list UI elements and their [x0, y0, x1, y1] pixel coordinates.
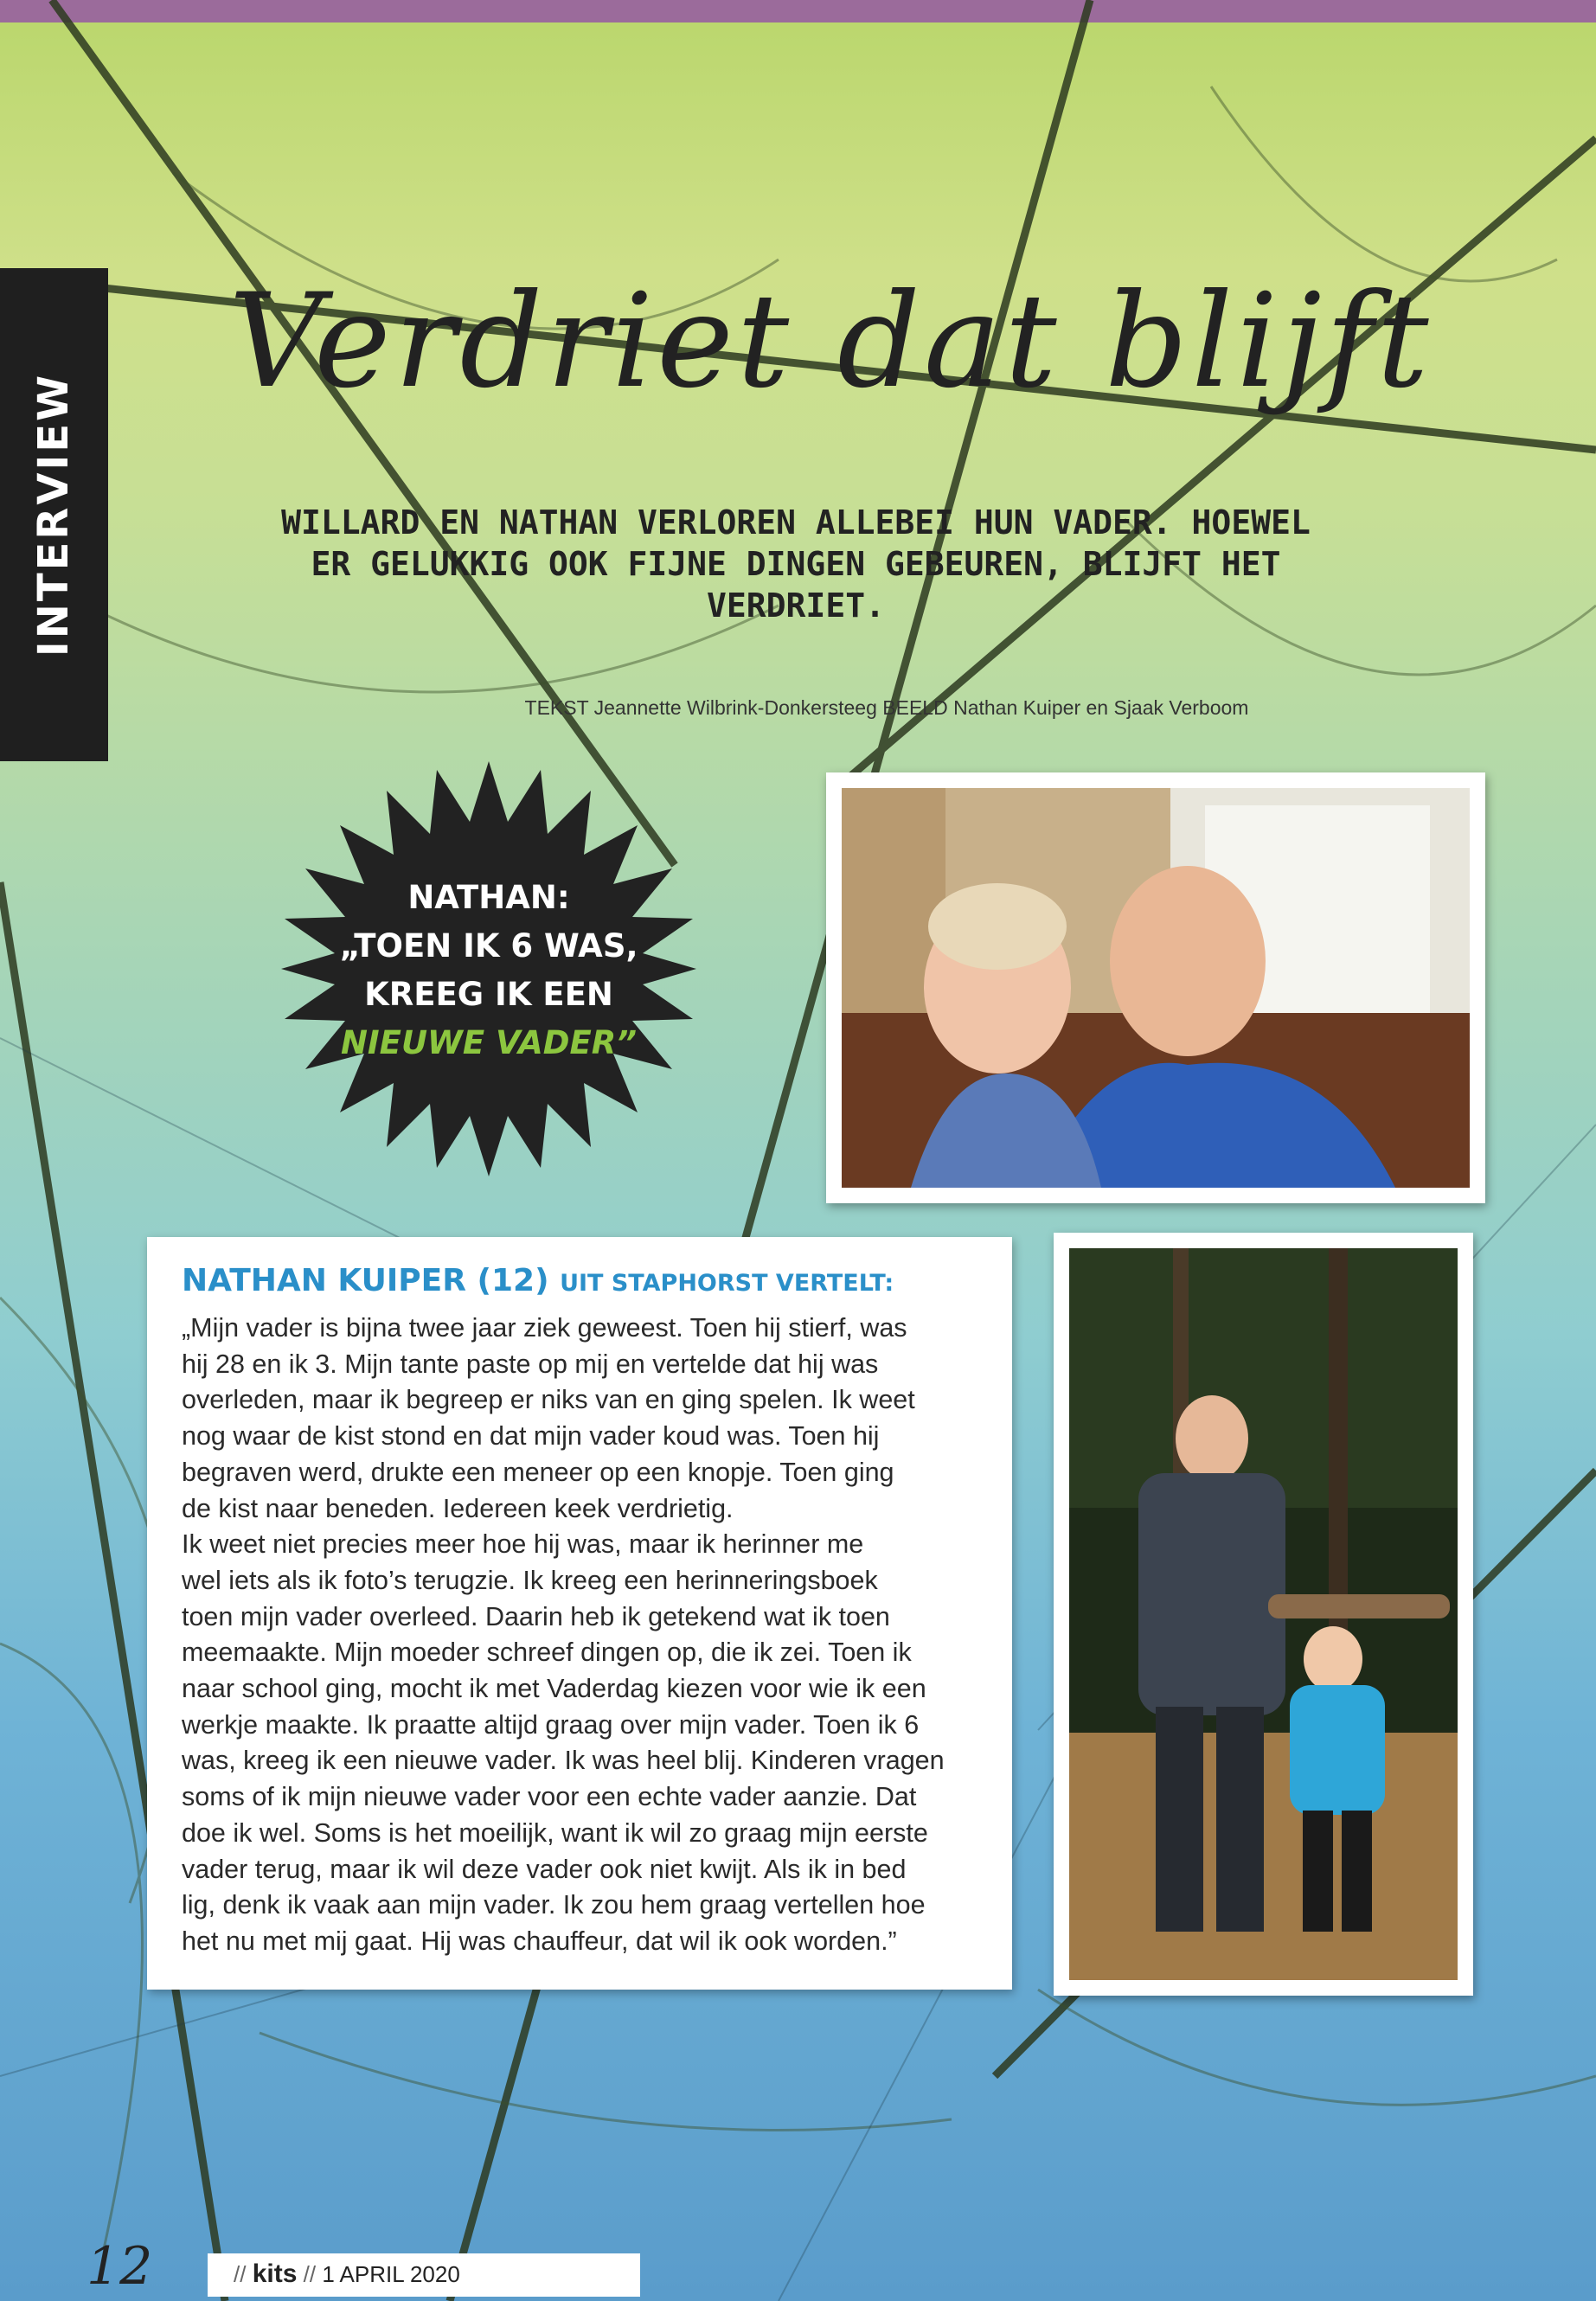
article-heading-name: NATHAN KUIPER (12) [182, 1263, 549, 1298]
photo-man-and-child-outdoors-image [1069, 1248, 1458, 1980]
article-subtitle: WILLARD EN NATHAN VERLOREN ALLEBEI HUN VADER. HOEWEL ER GELUKKIG OOK FIJNE DINGEN GEBEUREN, BLIJFT HET VERDRIET. [281, 503, 1311, 625]
pull-quote [281, 874, 696, 1067]
article-credits: TEKST Jeannette Wilbrink-Donkersteeg BEELD Nathan Kuiper en Sjaak Verboom [524, 696, 1249, 719]
page-number: 12 [87, 2236, 153, 2297]
section-tab [0, 268, 108, 761]
article-textbox [147, 1237, 1012, 1990]
footer-slashes-2: // [303, 2261, 317, 2287]
photo-father-and-toddler-image [842, 788, 1470, 1188]
photo-father-and-toddler [826, 772, 1485, 1203]
pull-quote-line-3: KREEG IK EEN [364, 976, 613, 1013]
footer-brand: kits [252, 2259, 298, 2288]
article-heading [182, 1263, 995, 1298]
footer-date: 1 APRIL 2020 [322, 2261, 460, 2287]
footer-slashes-1: // [234, 2261, 247, 2287]
photo-man-and-child-outdoors [1054, 1233, 1473, 1996]
article-body: „Mijn vader is bijna twee jaar ziek geweest. Toen hij stierf, was hij 28 en ik 3. Mijn tante paste op mij en vertelde dat hij was overleden, maar ik begreep er niks van en ging spelen. Ik weet nog waar de kist stond en dat mijn vader koud was. Toen hij begraven werd, drukte een meneer op een knopje. Toen ging de kist naar beneden. Iedereen keek verdrietig. Ik weet niet precies meer hoe hij was, maar ik herinner me wel iets als ik foto’s terugzie. Ik kreeg een herinneringsboek toen mijn vader overleed. Daarin heb ik getekend wat ik toen meemaakte. Mijn moeder schreef dingen op, die ik zei. Toen ik naar school ging, mocht ik met Vaderdag kiezen voor wie ik een werkje maakte. Ik praatte altijd graag over mijn vader. Toen ik 6 was, kreeg ik een nieuwe vader. Ik was heel blij. Kinderen vragen soms of ik mijn nieuwe vader voor een echte vader aanzie. Dat doe ik wel. Soms is het moeilijk, want ik wil zo graag mijn eerste vader terug, maar ik wil deze vader ook niet kwijt. Als ik in bed lig, denk ik vaak aan mijn vader. Ik zou hem graag vertellen hoe het nu met mij gaat. Hij was chauffeur, dat wil ik ook worden.” [182, 1313, 945, 1956]
section-tab-label: INTERVIEW [29, 372, 78, 657]
pull-quote-line-1: NATHAN: [407, 879, 570, 916]
pull-quote-line-4: NIEUWE VADER” [340, 1024, 638, 1061]
footer-masthead [234, 2259, 460, 2289]
pull-quote-line-2: „TOEN IK 6 WAS, [339, 927, 638, 965]
article-title: Verdriet dat blijft [228, 266, 1433, 417]
article-heading-location: UIT STAPHORST VERTELT: [560, 1270, 894, 1297]
